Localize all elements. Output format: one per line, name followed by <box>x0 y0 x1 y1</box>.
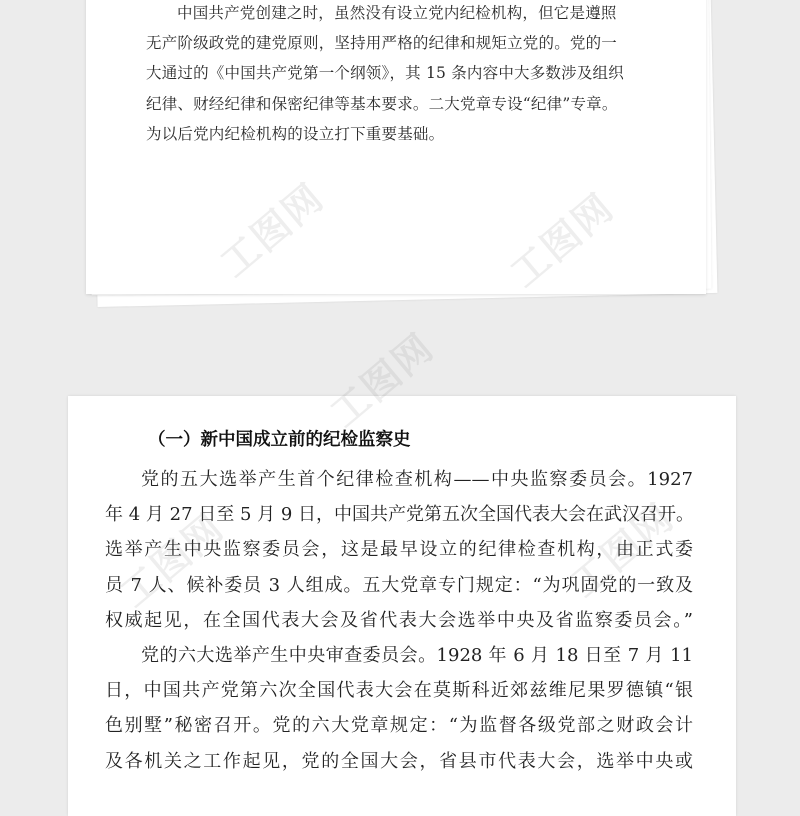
document-page-top <box>86 0 706 294</box>
text-line: 员 7 人、候补委员 3 人组成。五大党章专门规定：“为巩固党的一致及 <box>105 574 693 596</box>
document-page-bottom <box>68 396 736 816</box>
text-line: 大通过的《中国共产党第一个纲领》，其 15 条内容中大多数涉及组织 <box>146 64 624 83</box>
text-line: 党的六大选举产生中央审查委员会。1928 年 6 月 18 日至 7 月 11 <box>141 645 693 666</box>
text-line: 选举产生中央监察委员会，这是最早设立的纪律检查机构，由正式委 <box>105 539 693 561</box>
text-line: 无产阶级政党的建党原则，坚持用严格的纪律和规矩立党的。党的一 <box>146 34 618 53</box>
text-line: 为以后党内纪检机构的设立打下重要基础。 <box>146 124 445 143</box>
text-line: 权威起见，在全国代表大会及省代表大会选举中央及省监察委员会。” <box>105 609 693 631</box>
watermark: 工图网 <box>322 324 443 436</box>
text-line: 及各机关之工作起见，党的全国大会，省县市代表大会，选举中央或 <box>105 750 693 772</box>
paragraph-2 <box>105 638 693 779</box>
page1-paragraph <box>146 0 646 149</box>
section-heading: （一）新中国成立前的纪检监察史 <box>148 430 411 450</box>
text-line: 日，中国共产党第六次全国代表大会在莫斯科近郊兹维尼果罗德镇“银 <box>105 680 693 702</box>
text-line: 色别墅”秘密召开。党的六大党章规定：“为监督各级党部之财政会计 <box>105 715 693 737</box>
paragraph-1 <box>105 462 693 638</box>
text-line: 年 4 月 27 日至 5 月 9 日，中国共产党第五次全国代表大会在武汉召开。 <box>105 504 695 526</box>
text-line: 纪律、财经纪律和保密纪律等基本要求。二大党章专设“纪律”专章。 <box>146 94 618 113</box>
text-line: 党的五大选举产生首个纪律检查机构——中央监察委员会。1927 <box>141 469 693 490</box>
text-line: 中国共产党创建之时，虽然没有设立党内纪检机构，但它是遵照 <box>177 4 617 22</box>
